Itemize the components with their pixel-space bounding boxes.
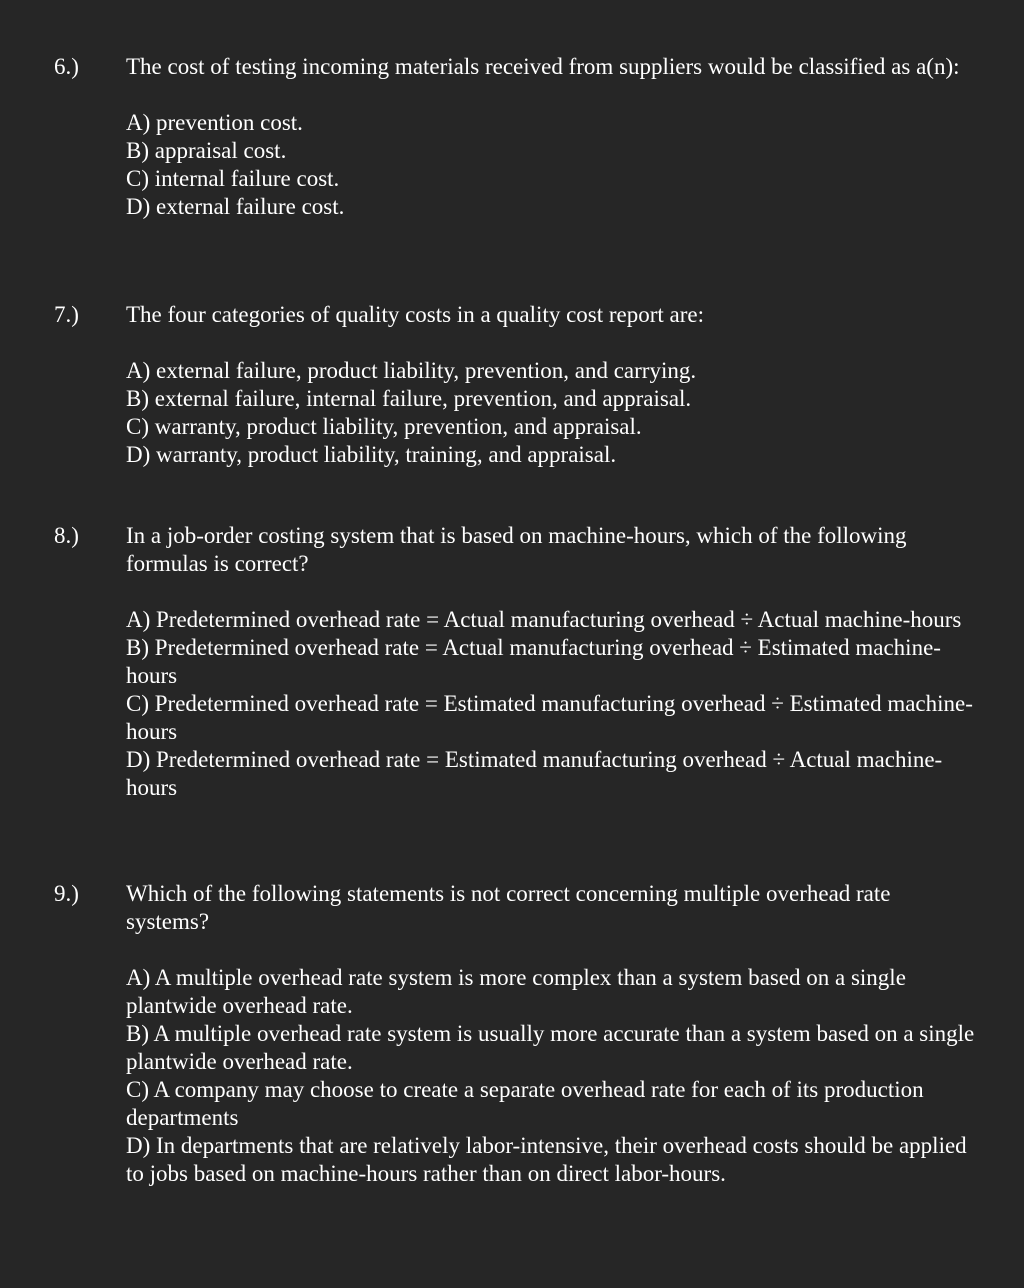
question-body [126,880,976,1188]
answer-option-c: C) Predetermined overhead rate = Estimated manufacturing overhead ÷ Estimated machine-hours [126,691,973,744]
answer-option-b: B) A multiple overhead rate system is usually more accurate than a system based on a single plantwide overhead rate. [126,1021,975,1074]
answer-option-d: D) Predetermined overhead rate = Estimated manufacturing overhead ÷ Actual machine-hours [126,747,943,800]
answer-option-a: A) Predetermined overhead rate = Actual manufacturing overhead ÷ Actual machine-hours [126,607,962,632]
answer-option-c: C) A company may choose to create a separate overhead rate for each of its production departments [126,1077,924,1130]
answer-option-d: D) warranty, product liability, training, and appraisal. [126,442,617,467]
answer-option-a: A) prevention cost. [126,110,303,135]
answer-option-b: B) appraisal cost. [126,138,287,163]
question-number: 7.) [54,302,79,327]
question-number: 6.) [54,54,79,79]
question-body [126,522,976,802]
question-stem: The four categories of quality costs in a quality cost report are: [126,302,704,327]
answer-options [126,964,976,1188]
answer-option-b: B) external failure, internal failure, prevention, and appraisal. [126,386,692,411]
answer-option-c: C) warranty, product liability, prevention, and appraisal. [126,414,642,439]
answer-option-d: D) external failure cost. [126,194,345,219]
question-body [126,301,976,469]
answer-option-b: B) Predetermined overhead rate = Actual manufacturing overhead ÷ Estimated machine-hours [126,635,941,688]
question-stem: The cost of testing incoming materials received from suppliers would be classified as a(n): [126,54,960,79]
question-stem: Which of the following statements is not correct concerning multiple overhead rate systems? [126,881,891,934]
answer-options [126,357,976,469]
answer-options [126,109,976,221]
answer-option-a: A) external failure, product liability, prevention, and carrying. [126,358,697,383]
question-number: 8.) [54,523,79,548]
question-body [126,53,976,221]
question-number: 9.) [54,881,79,906]
question-stem: In a job-order costing system that is based on machine-hours, which of the following formulas is correct? [126,523,907,576]
answer-option-c: C) internal failure cost. [126,166,340,191]
answer-options [126,606,976,802]
answer-option-a: A) A multiple overhead rate system is more complex than a system based on a single plantwide overhead rate. [126,965,906,1018]
answer-option-d: D) In departments that are relatively labor-intensive, their overhead costs should be applied to jobs based on machine-hours rather than on direct labor-hours. [126,1133,967,1186]
